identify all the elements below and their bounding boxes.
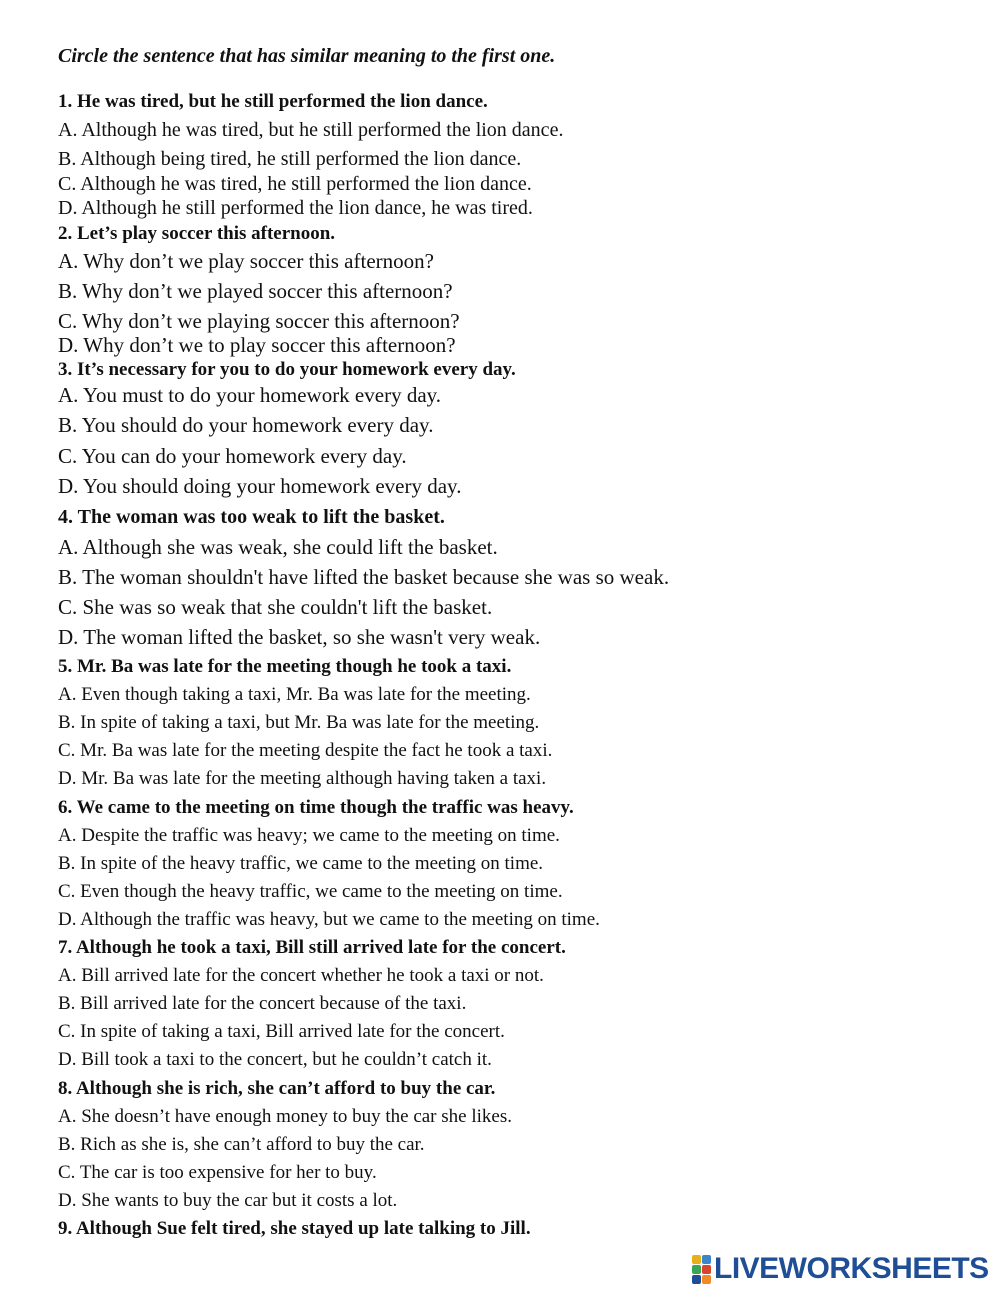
- answer-option[interactable]: C. In spite of taking a taxi, Bill arrived late for the concert.: [58, 1021, 505, 1042]
- question-prompt: 9. Although Sue felt tired, she stayed up late talking to Jill.: [58, 1218, 531, 1239]
- answer-option[interactable]: B. The woman shouldn't have lifted the basket because she was so weak.: [58, 565, 670, 589]
- answer-option[interactable]: C. Mr. Ba was late for the meeting despite the fact he took a taxi.: [58, 740, 553, 761]
- question-prompt: 1. He was tired, but he still performed the lion dance.: [58, 91, 488, 112]
- answer-option[interactable]: A. Why don’t we play soccer this afternoon?: [58, 249, 434, 273]
- answer-option[interactable]: D. Although the traffic was heavy, but we came to the meeting on time.: [58, 909, 600, 930]
- question-prompt: 3. It’s necessary for you to do your homework every day.: [58, 359, 516, 380]
- answer-option[interactable]: B. In spite of the heavy traffic, we came to the meeting on time.: [58, 853, 544, 874]
- liveworksheets-logo-icon: [692, 1255, 711, 1284]
- logo-block-icon: [702, 1255, 711, 1264]
- answer-option[interactable]: B. You should do your homework every day.: [58, 413, 434, 437]
- question-prompt: 8. Although she is rich, she can’t afford to buy the car.: [58, 1078, 496, 1099]
- logo-block-icon: [702, 1265, 711, 1274]
- answer-option[interactable]: D. Why don’t we to play soccer this afternoon?: [58, 333, 456, 357]
- answer-option[interactable]: C. She was so weak that she couldn't lift the basket.: [58, 595, 493, 619]
- logo-block-icon: [692, 1275, 701, 1284]
- answer-option[interactable]: A. Although he was tired, but he still performed the lion dance.: [58, 119, 564, 141]
- answer-option[interactable]: A. She doesn’t have enough money to buy the car she likes.: [58, 1106, 512, 1127]
- question-prompt: 5. Mr. Ba was late for the meeting though he took a taxi.: [58, 656, 512, 677]
- answer-option[interactable]: B. In spite of taking a taxi, but Mr. Ba was late for the meeting.: [58, 712, 540, 733]
- answer-option[interactable]: A. Bill arrived late for the concert whether he took a taxi or not.: [58, 965, 544, 986]
- question-prompt: 4. The woman was too weak to lift the basket.: [58, 506, 445, 528]
- answer-option[interactable]: D. Mr. Ba was late for the meeting although having taken a taxi.: [58, 768, 547, 789]
- question-prompt: 6. We came to the meeting on time though the traffic was heavy.: [58, 797, 574, 818]
- answer-option[interactable]: C. The car is too expensive for her to buy.: [58, 1162, 377, 1183]
- question-prompt: 2. Let’s play soccer this afternoon.: [58, 223, 336, 244]
- logo-block-icon: [692, 1265, 701, 1274]
- instruction-heading: Circle the sentence that has similar meaning to the first one.: [58, 45, 556, 67]
- answer-option[interactable]: B. Rich as she is, she can’t afford to buy the car.: [58, 1134, 425, 1155]
- logo-block-icon: [692, 1255, 701, 1264]
- answer-option[interactable]: B. Although being tired, he still performed the lion dance.: [58, 148, 522, 170]
- answer-option[interactable]: C. Why don’t we playing soccer this afternoon?: [58, 309, 460, 333]
- answer-option[interactable]: A. Although she was weak, she could lift the basket.: [58, 535, 498, 559]
- answer-option[interactable]: D. Bill took a taxi to the concert, but he couldn’t catch it.: [58, 1049, 492, 1070]
- answer-option[interactable]: D. The woman lifted the basket, so she wasn't very weak.: [58, 625, 541, 649]
- answer-option[interactable]: C. Even though the heavy traffic, we came to the meeting on time.: [58, 881, 563, 902]
- answer-option[interactable]: D. You should doing your homework every day.: [58, 474, 462, 498]
- answer-option[interactable]: C. You can do your homework every day.: [58, 444, 407, 468]
- answer-option[interactable]: C. Although he was tired, he still performed the lion dance.: [58, 173, 532, 195]
- question-prompt: 7. Although he took a taxi, Bill still arrived late for the concert.: [58, 937, 566, 958]
- liveworksheets-logo[interactable]: [692, 1252, 989, 1286]
- logo-wordmark: LIVEWORKSHEETS: [714, 1252, 989, 1285]
- answer-option[interactable]: D. Although he still performed the lion dance, he was tired.: [58, 197, 533, 219]
- answer-option[interactable]: A. Even though taking a taxi, Mr. Ba was late for the meeting.: [58, 684, 531, 705]
- answer-option[interactable]: D. She wants to buy the car but it costs a lot.: [58, 1190, 398, 1211]
- logo-block-icon: [702, 1275, 711, 1284]
- answer-option[interactable]: A. Despite the traffic was heavy; we came to the meeting on time.: [58, 825, 560, 846]
- answer-option[interactable]: B. Bill arrived late for the concert because of the taxi.: [58, 993, 467, 1014]
- answer-option[interactable]: B. Why don’t we played soccer this afternoon?: [58, 279, 453, 303]
- answer-option[interactable]: A. You must to do your homework every day.: [58, 383, 442, 407]
